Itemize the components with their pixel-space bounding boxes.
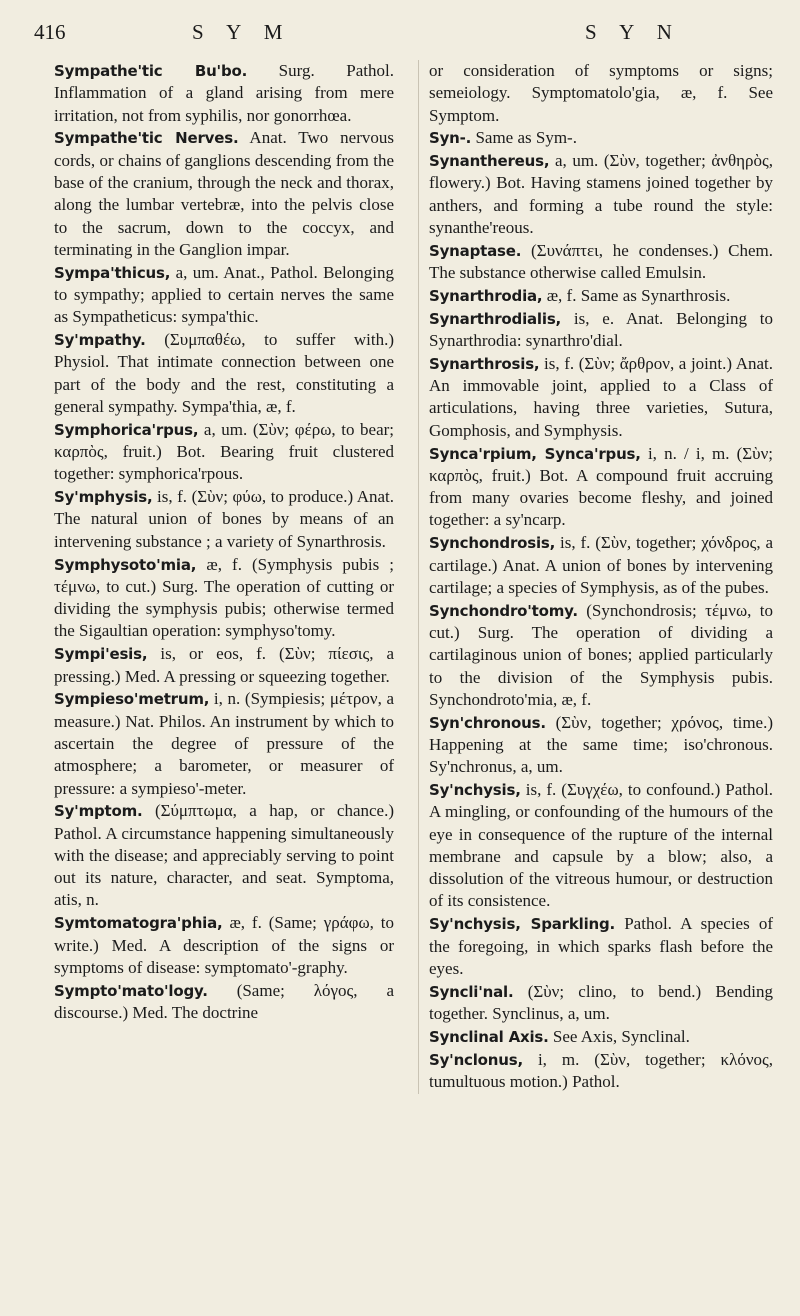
dictionary-entry <box>54 60 394 127</box>
dictionary-entry <box>429 779 773 913</box>
entry-headword: Sympi'esis, <box>54 645 148 664</box>
entry-headword: Synarthrosis, <box>429 354 540 373</box>
entry-headword: Sy'mpathy. <box>54 331 146 350</box>
entry-text: See Axis, Synclinal. <box>552 1026 690 1046</box>
entry-text: is, e. Anat. Belonging to Synarthrodia: synarthro'dial. <box>429 308 774 351</box>
dictionary-entry <box>429 1026 773 1048</box>
entry-headword: Sy'mptom. <box>54 802 143 821</box>
entry-text: is, f. (Συγχέω, to confound.) Pathol. A mingling, or confounding of the humours of the eye in consequence of the rupture of the internal membrane and capsule by a blow; also, a dissolution of the vitreous humour, or destruction of its consistence. <box>429 780 773 911</box>
dictionary-entry <box>54 912 394 979</box>
entry-headword: Syn-. <box>429 129 472 148</box>
dictionary-entry <box>54 329 394 418</box>
entry-text: i, m. (Σὺν, together; κλόνος, tumultuous motion.) Pathol. <box>429 1049 773 1091</box>
entry-headword: Sy'nclonus, <box>429 1050 523 1069</box>
entry-text: a, um. (Σὺν, together; ἀνθηρὸς, flowery.) Bot. Having stamens joined together by anthers, and forming a tube round the style: synanthe'reous. <box>429 151 773 238</box>
entry-headword: Sympa'thicus, <box>54 263 171 282</box>
entry-headword: Sy'nchysis, <box>429 781 521 799</box>
dictionary-entry <box>54 980 394 1025</box>
dictionary-entry <box>429 1049 773 1094</box>
entry-text: æ, f. (Same; γράφω, to write.) Med. A description of the signs or symptoms of disease: symptomato'-graphy. <box>54 913 395 977</box>
dictionary-entry <box>54 486 394 553</box>
dictionary-entry <box>429 712 773 779</box>
entry-headword: Synca'rpium, Synca'rpus, <box>429 444 641 463</box>
dictionary-entry <box>429 285 773 307</box>
entry-headword: Synarthrodialis, <box>429 309 562 328</box>
entry-text: (Synchondrosis; τέμνω, to cut.) Surg. The operation of dividing a cartilaginous union of bones; applied particularly to the division of the Symphysis pubis. Synchondroto'mia, æ, f. <box>429 600 774 709</box>
entry-text: Pathol. A species of the foregoing, in which sparks flash before the eyes. <box>429 914 774 978</box>
entry-headword: Sy'nchysis, Sparkling. <box>429 915 616 934</box>
entry-headword: Sy'mphysis, <box>54 488 153 507</box>
dictionary-entry <box>429 600 773 711</box>
entry-text: is, or eos, f. (Σὺν; πίεσις, a pressing.) Med. A pressing or squeezing together. <box>54 644 395 686</box>
dictionary-entry <box>429 60 773 127</box>
dictionary-entry <box>54 262 394 329</box>
entry-text: i, n. / i, m. (Σὺν; καρπὸς, fruit.) Bot. A compound fruit accruing from many ovaries become fleshy, and joined together: a sy'ncarp. <box>429 443 773 530</box>
entry-text: Same as Sym-. <box>475 128 577 148</box>
entry-text: is, f. (Σὺν, together; χόνδρος, a cartilage.) Anat. A union of bones by intervening cartilage; a species of Symphysis, as of the pubes. <box>429 533 773 597</box>
dictionary-entry <box>429 127 773 149</box>
entry-headword: Symphorica'rpus, <box>54 420 199 439</box>
entry-headword: Symphysoto'mia, <box>54 555 197 574</box>
running-head-left: S Y M <box>192 20 292 44</box>
dictionary-entry <box>54 127 394 261</box>
entry-headword: Sympathe'tic Nerves. <box>54 129 239 148</box>
entry-headword: Synchondro'tomy. <box>429 601 578 620</box>
dictionary-entry <box>54 643 394 688</box>
dictionary-entry <box>429 981 773 1026</box>
entry-headword: Synchondrosis, <box>429 534 556 553</box>
dictionary-entry <box>429 443 773 532</box>
entry-headword: Synclinal Axis. <box>429 1027 549 1046</box>
entry-headword: Sympathe'tic Bu'bo. <box>54 62 248 80</box>
entry-text: (Συνάπτει, he condenses.) Chem. The substance otherwise called Emulsin. <box>429 240 774 283</box>
entry-headword: Synanthereus, <box>429 152 550 171</box>
entry-text: is, f. (Σὺν; φύω, to produce.) Anat. The natural union of bones by means of an intervening substance ; a variety of Synarthrosis. <box>54 487 394 551</box>
entry-text: (Σὺν, together; χρόνος, time.) Happening at the same time; iso'chronous. Sy'nchronus, a, um. <box>429 712 774 777</box>
entry-text: æ, f. (Symphysis pubis ; τέμνω, to cut.) Surg. The operation of cutting or dividing the symphysis pubis; otherwise termed the Sigaultian operation: symphyso'tomy. <box>54 554 395 641</box>
entry-headword: Syn'chronous. <box>429 713 546 732</box>
entry-text: (Συμπαθέω, to suffer with.) Physiol. That intimate connection between one part of the body and the rest, constituting a general sympathy. Sympa'thia, æ, f. <box>54 330 394 416</box>
dictionary-entry <box>429 308 773 353</box>
entry-headword: Synaptase. <box>429 241 522 260</box>
entry-headword: Syncli'nal. <box>429 982 514 1001</box>
entry-text: (Same; λόγος, a discourse.) Med. The doctrine <box>54 980 395 1022</box>
dictionary-entry <box>54 419 394 486</box>
dictionary-entry <box>429 240 773 285</box>
left-column <box>54 60 394 1025</box>
dictionary-entry <box>54 554 394 643</box>
entry-text: (Σὺν; clino, to bend.) Bending together. Synclinus, a, um. <box>429 981 774 1023</box>
dictionary-entry <box>54 688 394 799</box>
entry-text: (Σύμπτωμα, a hap, or chance.) Pathol. A circumstance happening simultaneously with the disease; and appreciably serving to point out its nature, character, and seat. Symptoma, atis, n. <box>54 801 395 910</box>
entry-headword: Sympto'mato'logy. <box>54 981 208 1000</box>
page-number: 416 <box>34 20 66 44</box>
right-column <box>418 60 773 1094</box>
dictionary-entry <box>429 913 773 980</box>
dictionary-entry <box>429 150 773 239</box>
entry-text: or consideration of symptoms or signs; semeiology. Symptomatolo'gia, æ, f. See Symptom. <box>429 61 773 125</box>
entry-headword: Symtomatogra'phia, <box>54 914 223 933</box>
dictionary-entry <box>429 532 773 599</box>
page-header <box>0 20 800 50</box>
entry-text: i, n. (Sympiesis; μέτρον, a measure.) Nat. Philos. An instrument by which to ascertain the degree of pressure of the atmosphere; a barometer, or measurer of pressure: a sympieso'-meter. <box>54 689 395 798</box>
entry-text: æ, f. Same as Synarthrosis. <box>546 285 731 305</box>
entry-text: Anat. Two nervous cords, or chains of ganglions descending from the base of the cranium, through the neck and thorax, along the lumbar vertebræ, into the pelvis close to the sacrum, down to the coccyx, and terminating in the Ganglion impar. <box>54 128 394 259</box>
dictionary-entry <box>429 353 773 442</box>
entry-text: Surg. Pathol. Inflammation of a gland arising from mere irritation, not from syphilis, nor gonorrhœa. <box>54 61 394 125</box>
entry-headword: Synarthrodia, <box>429 286 543 305</box>
entry-text: a, um. (Σὺν; φέρω, to bear; καρπὸς, fruit.) Bot. Bearing fruit clustered together: symphorica'rpous. <box>54 419 394 484</box>
running-head-right: S Y N <box>585 20 681 44</box>
entry-text: is, f. (Σὺν; ἄρθρον, a joint.) Anat. An immovable joint, applied to a Class of articulations, having three varieties, Sutura, Gomphosis, and Symphysis. <box>429 353 773 440</box>
entry-headword: Sympieso'metrum, <box>54 690 210 709</box>
entry-text: a, um. Anat., Pathol. Belonging to sympathy; applied to certain nerves the same as Sympatheticus: sympa'thic. <box>54 262 395 327</box>
dictionary-entry <box>54 800 394 911</box>
